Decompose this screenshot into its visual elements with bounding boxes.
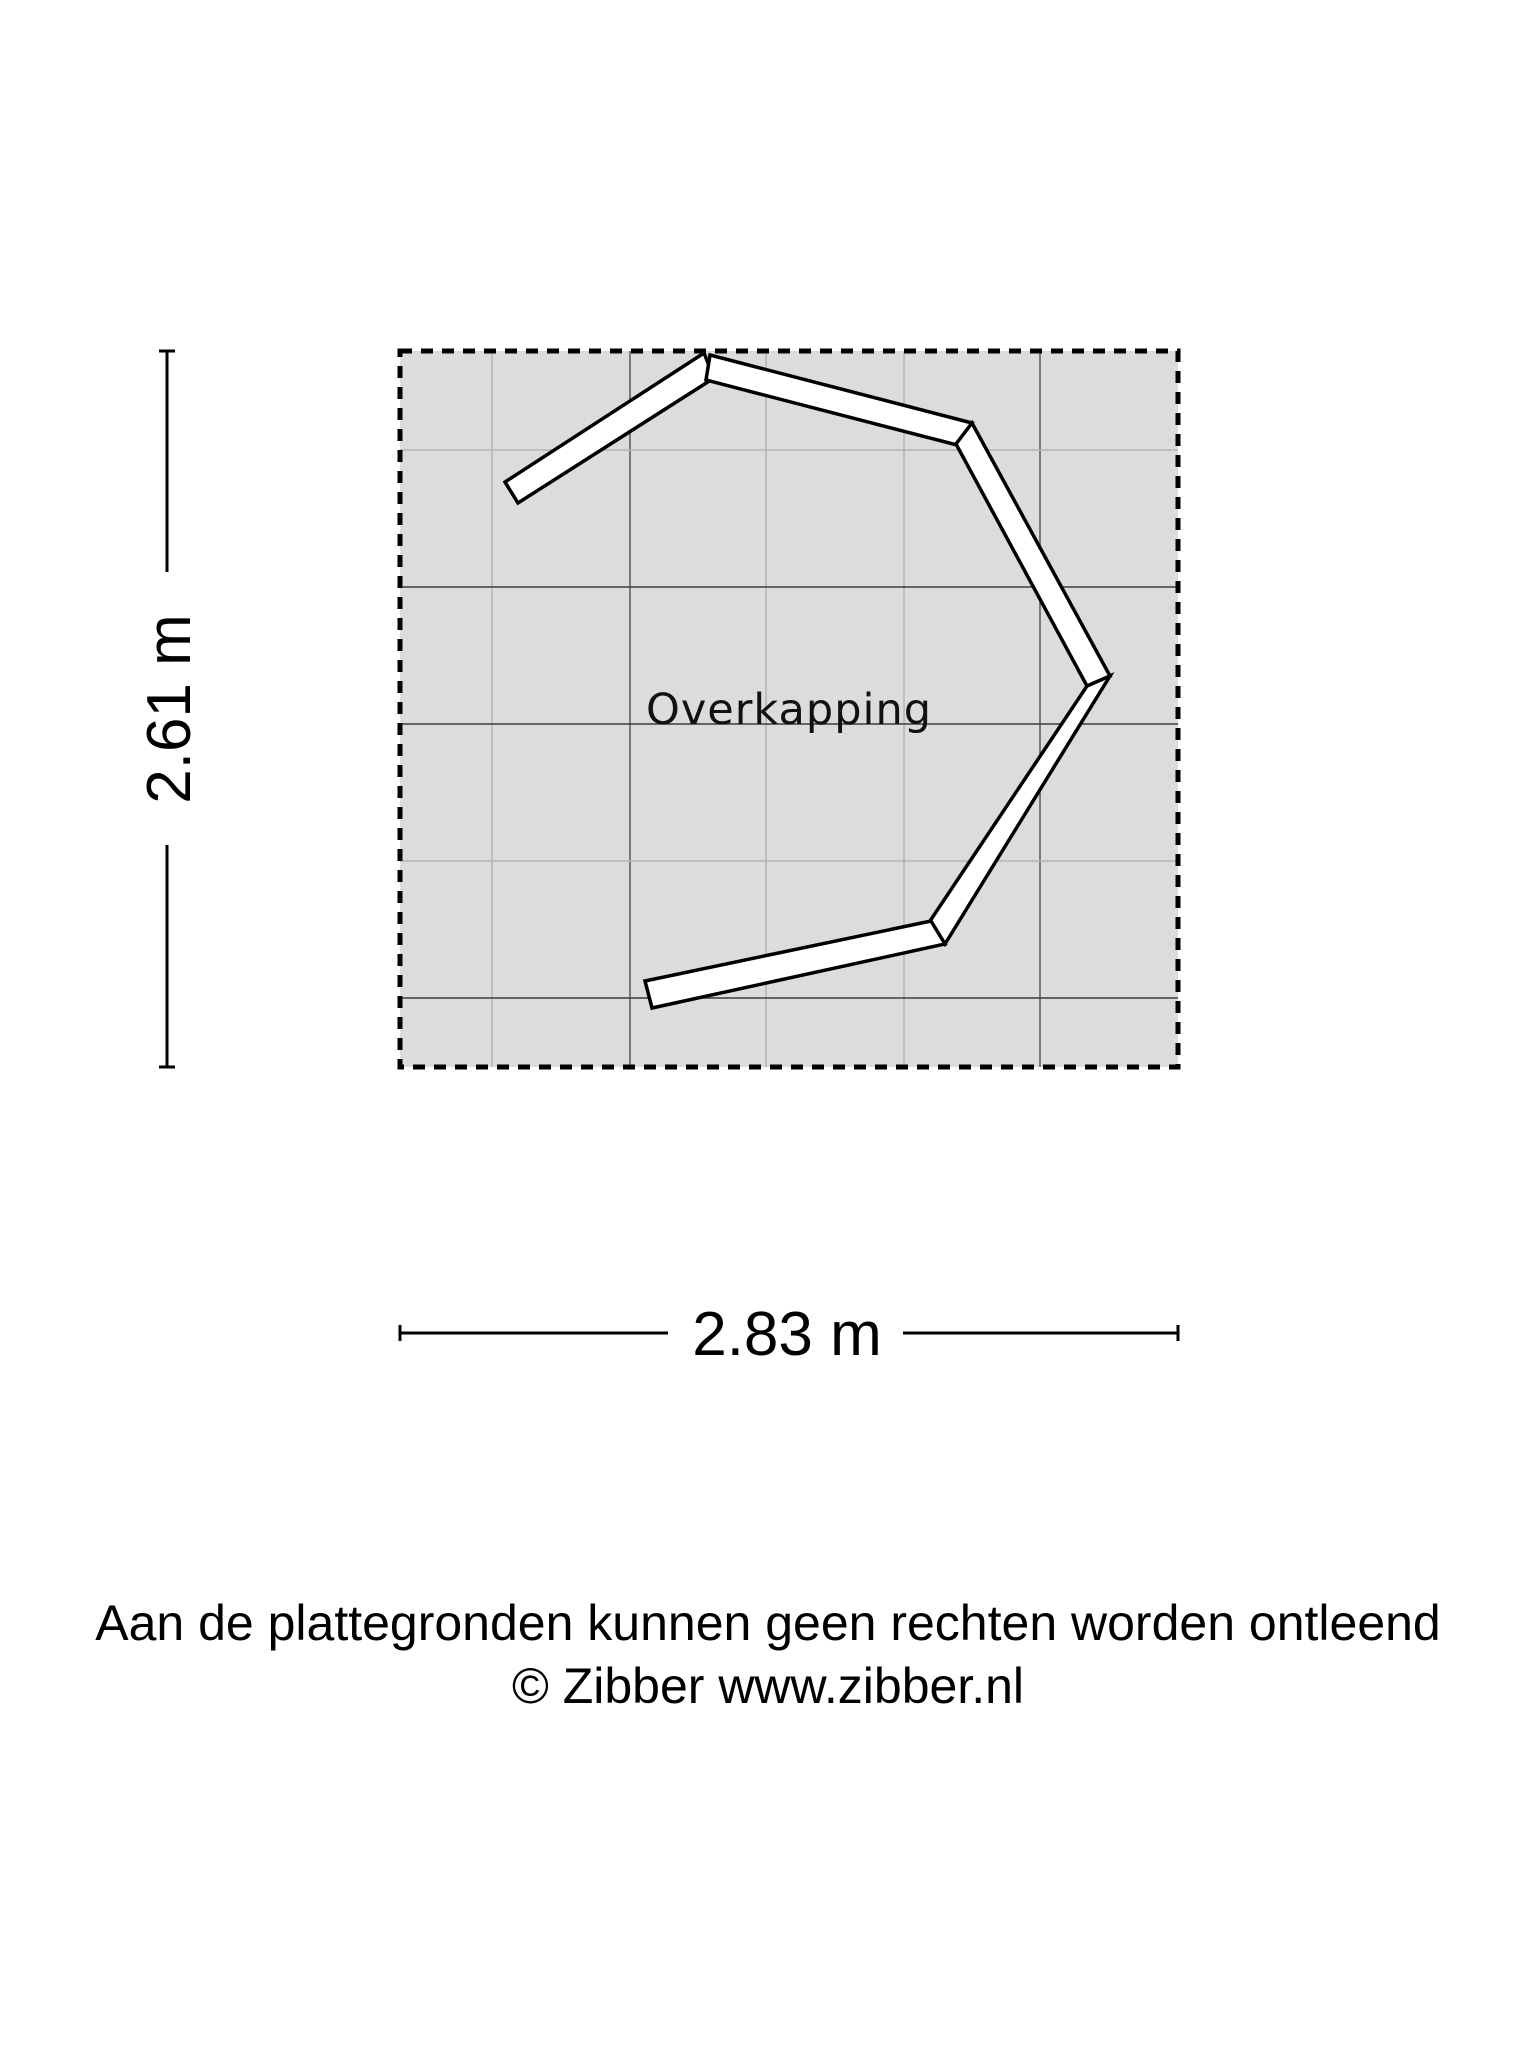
- disclaimer-text: Aan de plattegronden kunnen geen rechten worden ontleend: [95, 1595, 1441, 1651]
- height-label: 2.61 m: [135, 614, 204, 804]
- room-label: Overkapping: [645, 685, 933, 735]
- copyright-text: © Zibber www.zibber.nl: [511, 1658, 1025, 1714]
- width-label: 2.83 m: [692, 1300, 882, 1369]
